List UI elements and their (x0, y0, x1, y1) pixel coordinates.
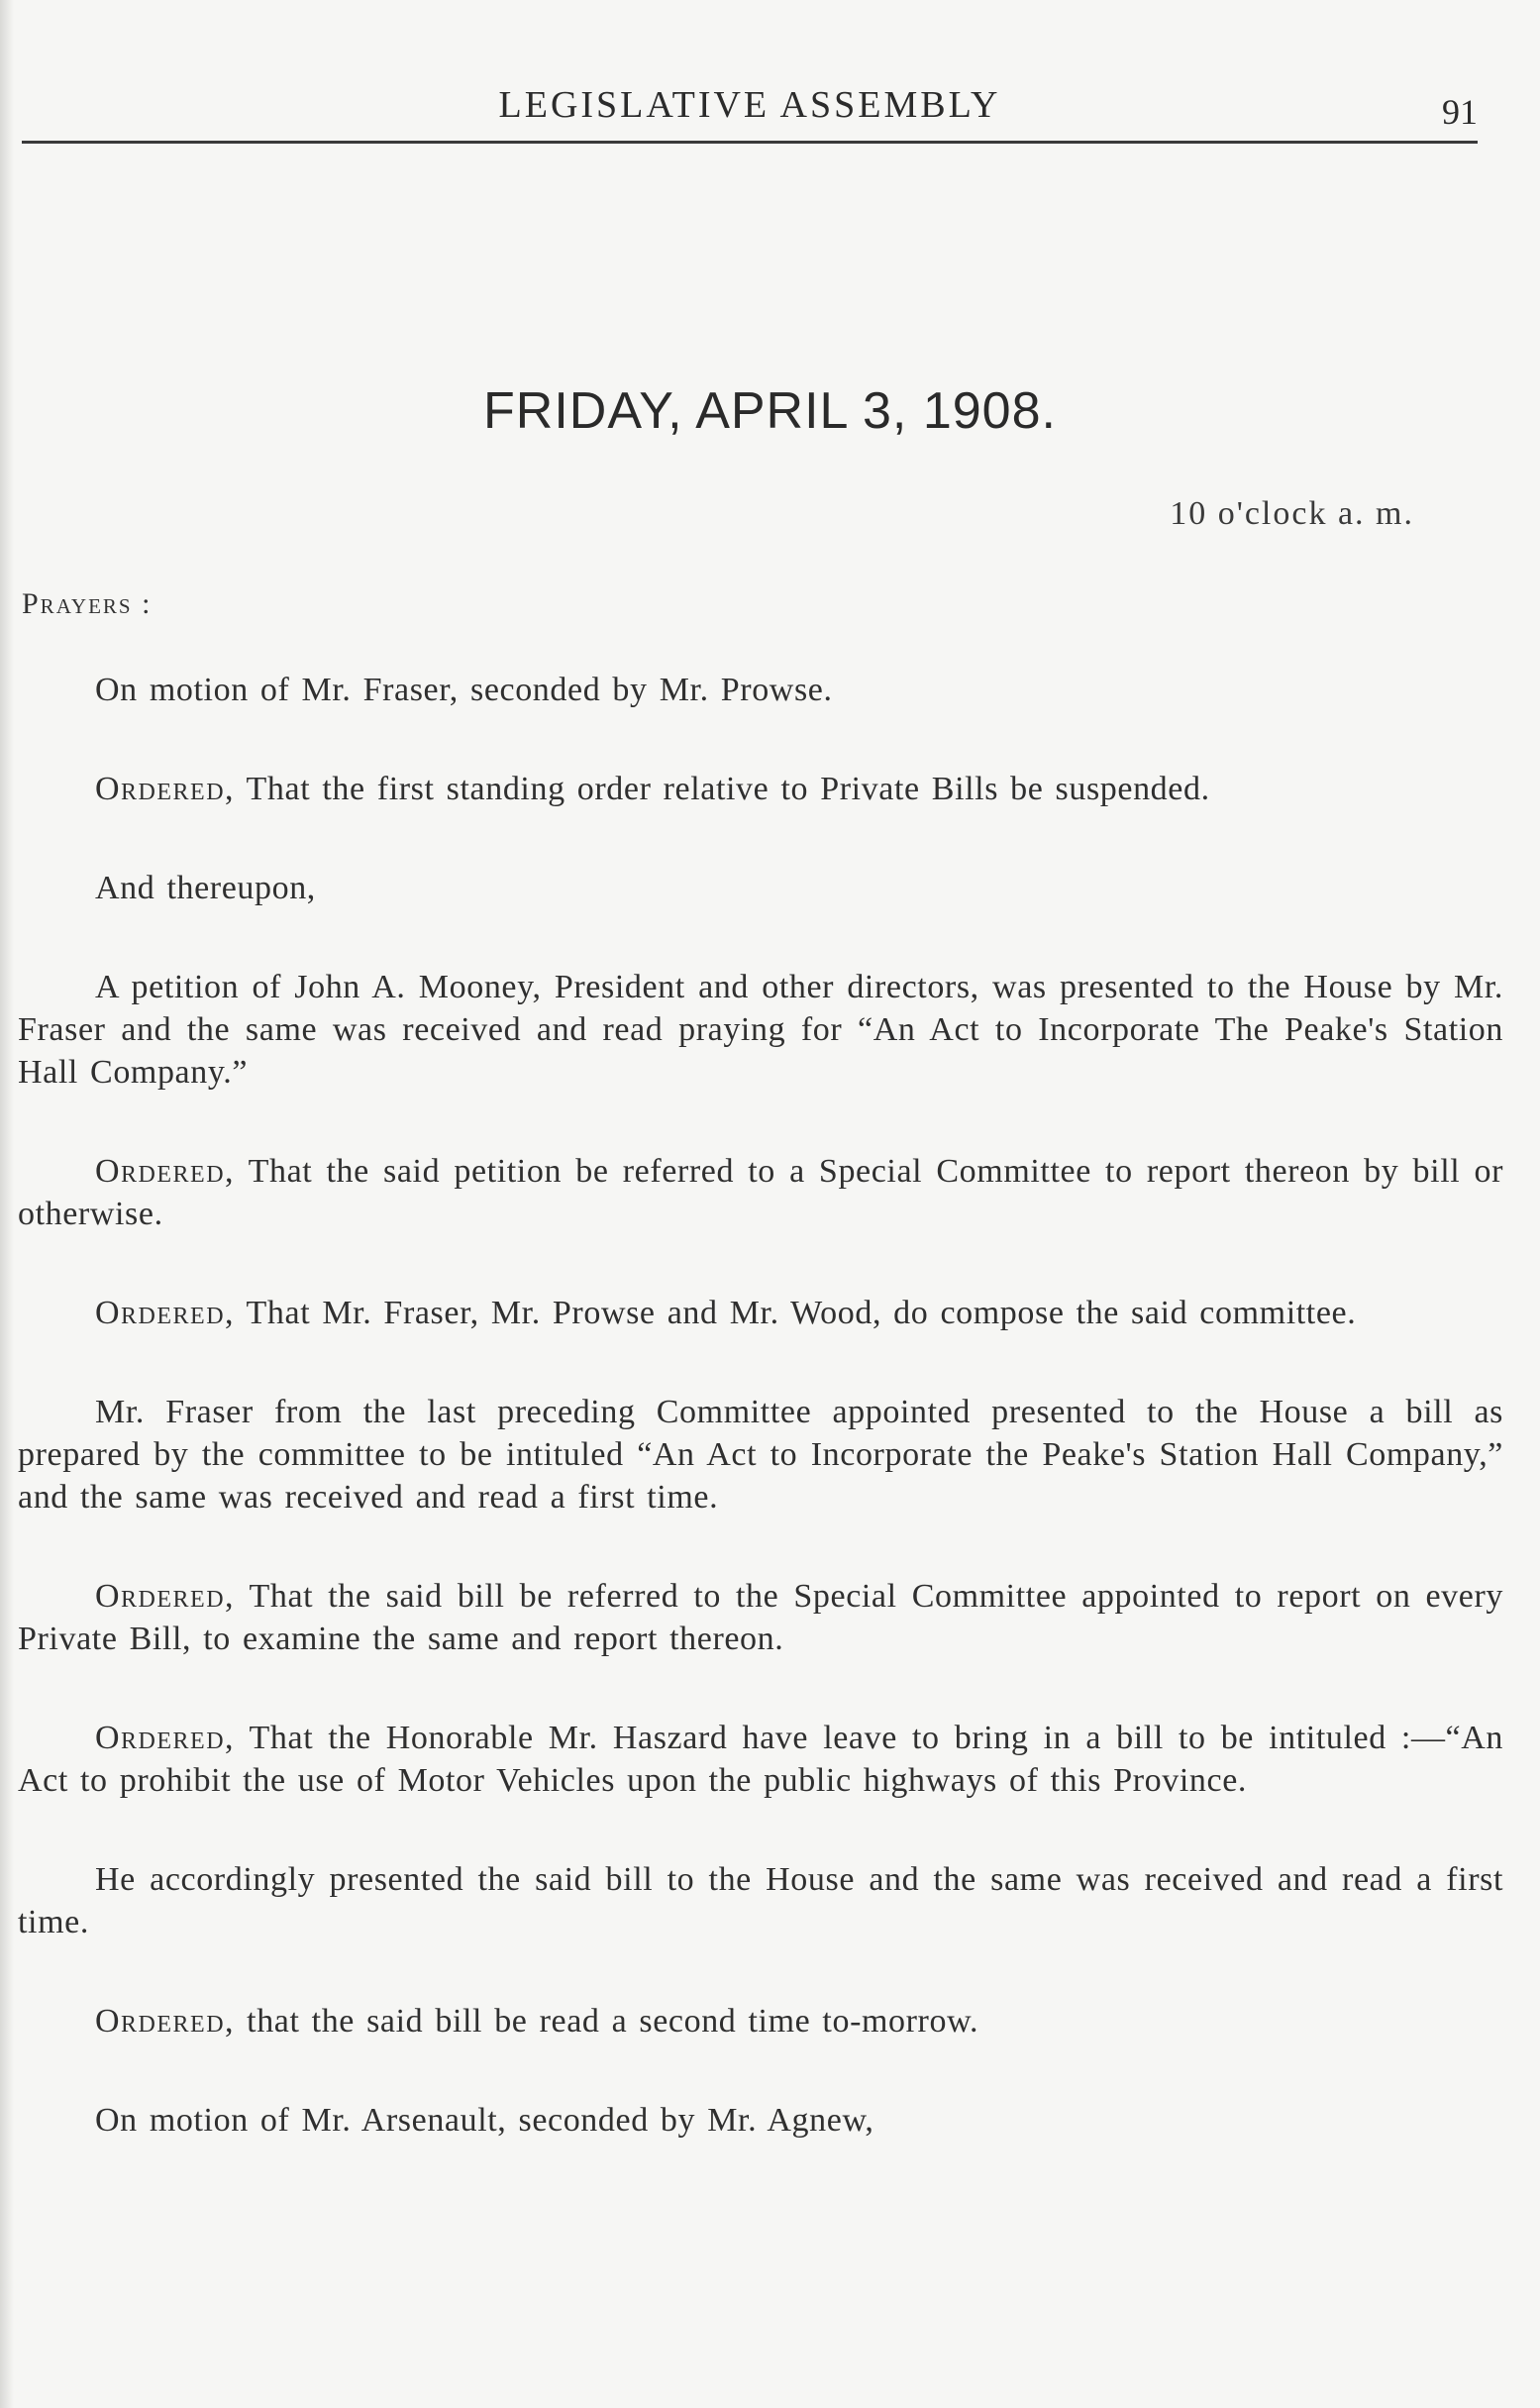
paragraph-text: That the said bill be referred to the Special Committee appointed to report on every Private Bill, to examine the same and report thereon. (18, 1578, 1503, 1657)
paragraph (18, 768, 1503, 810)
paragraph (18, 966, 1503, 1094)
paragraph-lead: Ordered, (95, 1153, 236, 1190)
paragraph-text: And thereupon, (95, 870, 316, 906)
paragraph (18, 1391, 1503, 1518)
paragraph-lead: Ordered, (95, 1295, 236, 1331)
header-title: LEGISLATIVE ASSEMBLY (498, 84, 1001, 126)
header-rule (22, 141, 1478, 144)
paragraph-text: On motion of Mr. Fraser, seconded by Mr. Prowse. (95, 672, 833, 708)
paragraph (18, 1150, 1503, 1235)
sitting-time: 10 o'clock a. m. (1170, 495, 1414, 532)
paragraph-lead: Ordered, (95, 1578, 236, 1615)
proceedings-body (18, 669, 1503, 2198)
running-header (22, 77, 1478, 147)
paragraph (18, 1717, 1503, 1802)
paragraph-text: That the said petition be referred to a Special Committee to report thereon by bill or otherwise. (18, 1153, 1503, 1232)
paragraph (18, 2099, 1503, 2142)
paragraph (18, 1858, 1503, 1943)
paragraph-lead: Ordered, (95, 1720, 236, 1756)
paragraph (18, 1575, 1503, 1660)
paragraph-text: That Mr. Fraser, Mr. Prowse and Mr. Wood, do compose the said committee. (235, 1295, 1357, 1331)
paragraph-text: A petition of John A. Mooney, President and other directors, was presented to the House by Mr. Fraser and the same was received and read praying for “An Act to Incorporate The Peake's Station Hall Company.” (18, 969, 1503, 1091)
paragraph-text: That the Honorable Mr. Haszard have leave to bring in a bill to be intituled :—“An Act to prohibit the use of Motor Vehicles upon the public highways of this Province. (18, 1720, 1503, 1799)
page-number: 91 (1442, 92, 1478, 132)
paragraph-text: that the said bill be read a second time to-morrow. (235, 2003, 979, 2040)
paragraph-text: That the first standing order relative to Private Bills be suspended. (235, 771, 1210, 807)
page-binding-edge (0, 0, 14, 2408)
prayers-label: Prayers : (22, 587, 153, 620)
paragraph-text: Mr. Fraser from the last preceding Committee appointed presented to the House a bill as prepared by the committee to be intituled “An Act to Incorporate the Peake's Station Hall Company,” and the same was received and read a first time. (18, 1394, 1503, 1516)
date-heading: FRIDAY, APRIL 3, 1908. (483, 382, 1057, 440)
paragraph-text: He accordingly presented the said bill to the House and the same was received and read a first time. (18, 1861, 1503, 1940)
paragraph (18, 1292, 1503, 1334)
paragraph-text: On motion of Mr. Arsenault, seconded by Mr. Agnew, (95, 2102, 874, 2139)
paragraph (18, 867, 1503, 909)
paragraph (18, 669, 1503, 711)
paragraph-lead: Ordered, (95, 2003, 236, 2040)
paragraph-lead: Ordered, (95, 771, 236, 807)
paragraph (18, 2000, 1503, 2042)
